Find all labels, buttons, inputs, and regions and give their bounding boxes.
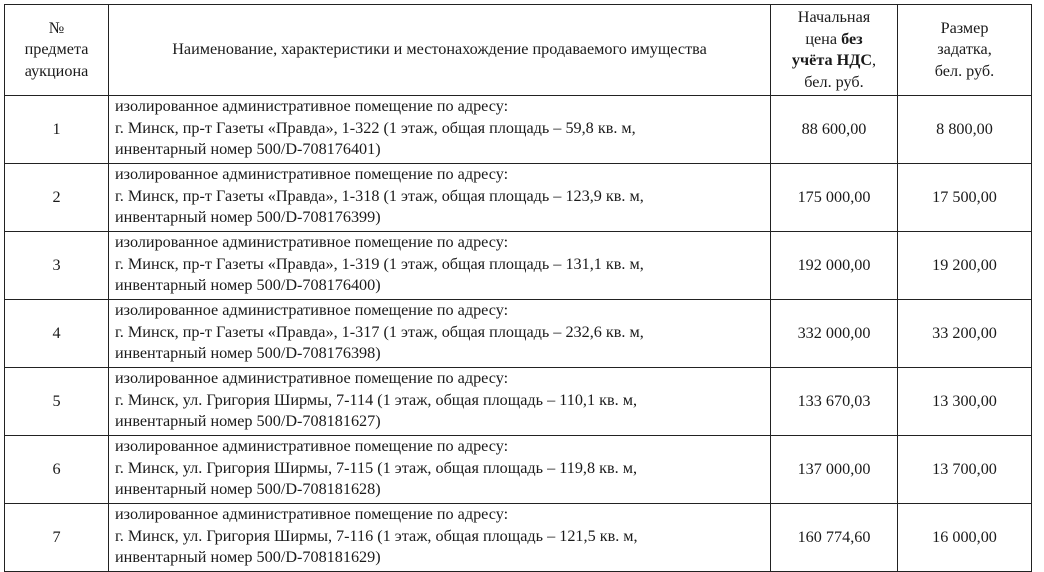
lot-description-line: изолированное административное помещение по адресу: (115, 301, 509, 319)
lot-description-line: изолированное административное помещение по адресу: (115, 97, 509, 115)
header-deposit (898, 5, 1032, 96)
table-row (5, 300, 1032, 368)
lot-description-line: инвентарный номер 500/D-708176400) (115, 276, 381, 294)
lot-price-cell: 133 670,03 (771, 368, 898, 436)
lot-description-line: г. Минск, пр-т Газеты «Правда», 1-318 (1 этаж, общая площадь – 123,9 кв. м, (115, 186, 644, 205)
lot-deposit-cell: 33 200,00 (898, 300, 1032, 368)
header-price-bold-text: без (841, 29, 863, 48)
lot-description-cell (109, 96, 771, 164)
lot-deposit-cell: 13 300,00 (898, 368, 1032, 436)
lot-description-line: изолированное административное помещение по адресу: (115, 369, 509, 387)
lot-number-cell: 5 (5, 368, 109, 436)
header-lot-number-line: предмета (24, 40, 89, 59)
lot-price-cell: 88 600,00 (771, 96, 898, 164)
lot-description-cell (109, 232, 771, 300)
lot-description-line: г. Минск, ул. Григория Ширмы, 7-114 (1 этаж, общая площадь – 110,1 кв. м, (115, 390, 637, 409)
table-header-row (5, 5, 1032, 96)
header-price-bold-text: учёта НДС (791, 51, 873, 69)
lot-description-line: г. Минск, ул. Григория Ширмы, 7-116 (1 этаж, общая площадь – 121,5 кв. м, (115, 526, 638, 545)
lot-description-line: инвентарный номер 500/D-708181628) (115, 480, 381, 498)
lot-description-line: г. Минск, пр-т Газеты «Правда», 1-322 (1 этаж, общая площадь – 59,8 кв. м, (115, 118, 636, 137)
lot-deposit-cell: 19 200,00 (898, 232, 1032, 300)
header-price-line: бел. руб. (804, 72, 864, 91)
lot-price-cell: 160 774,60 (771, 504, 898, 572)
auction-table-container (4, 4, 1032, 572)
table-row (5, 96, 1032, 164)
header-lot-number (5, 5, 109, 96)
lot-description-cell (109, 300, 771, 368)
header-price-line (775, 29, 893, 51)
lot-description-cell (109, 436, 771, 504)
lot-number-cell: 1 (5, 96, 109, 164)
header-deposit-line: Размер (940, 18, 989, 37)
lot-deposit-cell: 16 000,00 (898, 504, 1032, 572)
lot-deposit-cell: 17 500,00 (898, 164, 1032, 232)
header-lot-number-line: № (48, 18, 65, 37)
lot-description-line: изолированное административное помещение по адресу: (115, 437, 509, 455)
lot-description-line: инвентарный номер 500/D-708176398) (115, 344, 381, 362)
header-lot-number-line: аукциона (24, 61, 89, 80)
lot-number-cell: 6 (5, 436, 109, 504)
lot-deposit-cell: 13 700,00 (898, 436, 1032, 504)
lot-description-line: инвентарный номер 500/D-708181627) (115, 412, 381, 430)
lot-description-line: изолированное административное помещение по адресу: (115, 233, 509, 251)
lot-description-line: изолированное административное помещение по адресу: (115, 165, 509, 183)
table-row (5, 504, 1032, 572)
lot-number-cell: 4 (5, 300, 109, 368)
header-description (109, 5, 771, 96)
lot-price-cell: 175 000,00 (771, 164, 898, 232)
header-price-text: цена (805, 29, 842, 48)
lot-description-cell (109, 164, 771, 232)
lot-description-line: инвентарный номер 500/D-708181629) (115, 548, 381, 566)
lot-description-cell (109, 368, 771, 436)
auction-lots-table (4, 4, 1032, 572)
lot-number-cell: 3 (5, 232, 109, 300)
table-row (5, 232, 1032, 300)
lot-description-line: инвентарный номер 500/D-708176401) (115, 140, 381, 158)
lot-deposit-cell: 8 800,00 (898, 96, 1032, 164)
lot-description-line: инвентарный номер 500/D-708176399) (115, 208, 381, 226)
table-row (5, 164, 1032, 232)
lot-description-line: изолированное административное помещение по адресу: (115, 505, 509, 523)
lot-number-cell: 2 (5, 164, 109, 232)
lot-description-line: г. Минск, ул. Григория Ширмы, 7-115 (1 этаж, общая площадь – 119,8 кв. м, (115, 458, 637, 477)
header-price-text: , (872, 51, 877, 69)
lot-price-cell: 192 000,00 (771, 232, 898, 300)
header-starting-price (771, 5, 898, 96)
table-row (5, 368, 1032, 436)
header-price-line: Начальная (797, 8, 871, 26)
header-price-line (775, 50, 893, 72)
header-deposit-line: бел. руб. (934, 61, 995, 80)
lot-description-cell (109, 504, 771, 572)
lot-description-line: г. Минск, пр-т Газеты «Правда», 1-317 (1 этаж, общая площадь – 232,6 кв. м, (115, 322, 644, 341)
lot-price-cell: 332 000,00 (771, 300, 898, 368)
table-row (5, 436, 1032, 504)
lot-description-line: г. Минск, пр-т Газеты «Правда», 1-319 (1 этаж, общая площадь – 131,1 кв. м, (115, 254, 644, 273)
lot-number-cell: 7 (5, 504, 109, 572)
header-description-label: Наименование, характеристики и местонахождение продаваемого имущества (172, 40, 707, 59)
lot-price-cell: 137 000,00 (771, 436, 898, 504)
header-deposit-line: задатка, (937, 40, 992, 59)
